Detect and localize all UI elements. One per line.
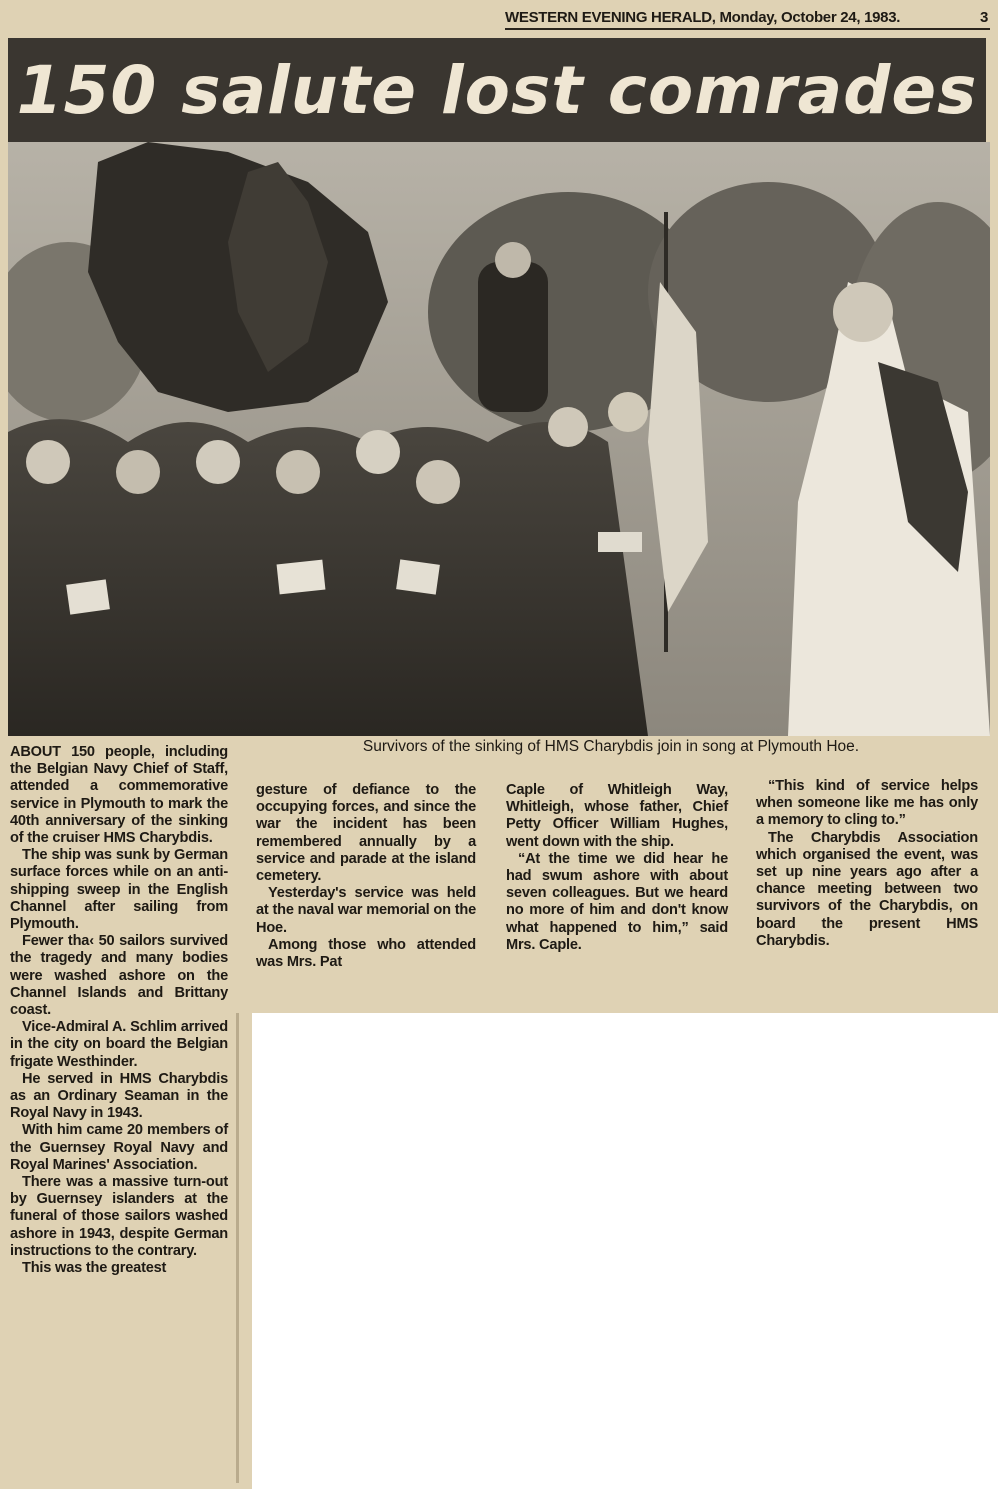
paragraph: Yesterday's service was held at the naval war memorial on the Hoe. <box>256 885 476 936</box>
paragraph: The ship was sunk by German surface forces while on an anti-shipping sweep in the English Channel after sailing from Plymouth. <box>10 847 228 933</box>
paragraph: There was a massive turn-out by Guernsey islanders at the funeral of those sailors washed ashore in 1943, despite German instructions to the contrary. <box>10 1174 228 1259</box>
photo-caption: Survivors of the sinking of HMS Charybdis join in song at Plymouth Hoe. <box>362 738 860 755</box>
news-photo <box>8 142 990 736</box>
paragraph: “This kind of service helps when someone like me has only a memory to cling to.” <box>756 778 978 829</box>
paragraph: ABOUT 150 people, including the Belgian Navy Chief of Staff, attended a commemorative service in Plymouth to mark the 40th anniversary of the sinking of the cruiser HMS Charybdis. <box>10 744 228 847</box>
paragraph: gesture of defiance to the occupying forces, and since the war the incident has been remembered annually by a service and parade at the island cemetery. <box>256 782 476 885</box>
paragraph: Vice-Admiral A. Schlim arrived in the city on board the Belgian frigate Westhinder. <box>10 1019 228 1070</box>
paragraph: Caple of Whitleigh Way, Whitleigh, whose father, Chief Petty Officer William Hughes, went down with the ship. <box>506 782 728 850</box>
article-column-4 <box>756 778 978 950</box>
paragraph: With him came 20 members of the Guernsey Royal Navy and Royal Marines' Association. <box>10 1122 228 1173</box>
page-number: 3 <box>979 8 988 26</box>
paragraph: The Charybdis Association which organised the event, was set up nine years ago after a chance meeting between two survivors of the Charybdis, on board the present HMS Charybdis. <box>756 829 978 949</box>
paragraph: This was the greatest <box>22 1260 167 1277</box>
paragraph: “At the time we did hear he had swum ashore with about seven colleagues. But we heard no more of him and don't know what happened to him,” said Mrs. Caple. <box>506 850 728 953</box>
paragraph: Among those who attended was Mrs. Pat <box>256 936 476 971</box>
masthead-paper-date: WESTERN EVENING HERALD, Monday, October 24, 1983. <box>505 8 901 26</box>
headline: 150 salute lost comrades <box>16 51 978 129</box>
clipping-edge <box>236 1013 239 1483</box>
headline-bar <box>8 38 986 142</box>
masthead <box>505 6 990 30</box>
article-column-3 <box>506 782 728 954</box>
paragraph: He served in HMS Charybdis as an Ordinary Seaman in the Royal Navy in 1943. <box>10 1070 228 1122</box>
article-column-2 <box>256 782 476 971</box>
paragraph: Fewer tha‹ 50 sailors survived the tragedy and many bodies were washed ashore on the Channel Islands and Brittany coast. <box>10 933 228 1019</box>
blank-scan-area <box>252 1013 998 1489</box>
article-column-1 <box>10 744 228 1277</box>
